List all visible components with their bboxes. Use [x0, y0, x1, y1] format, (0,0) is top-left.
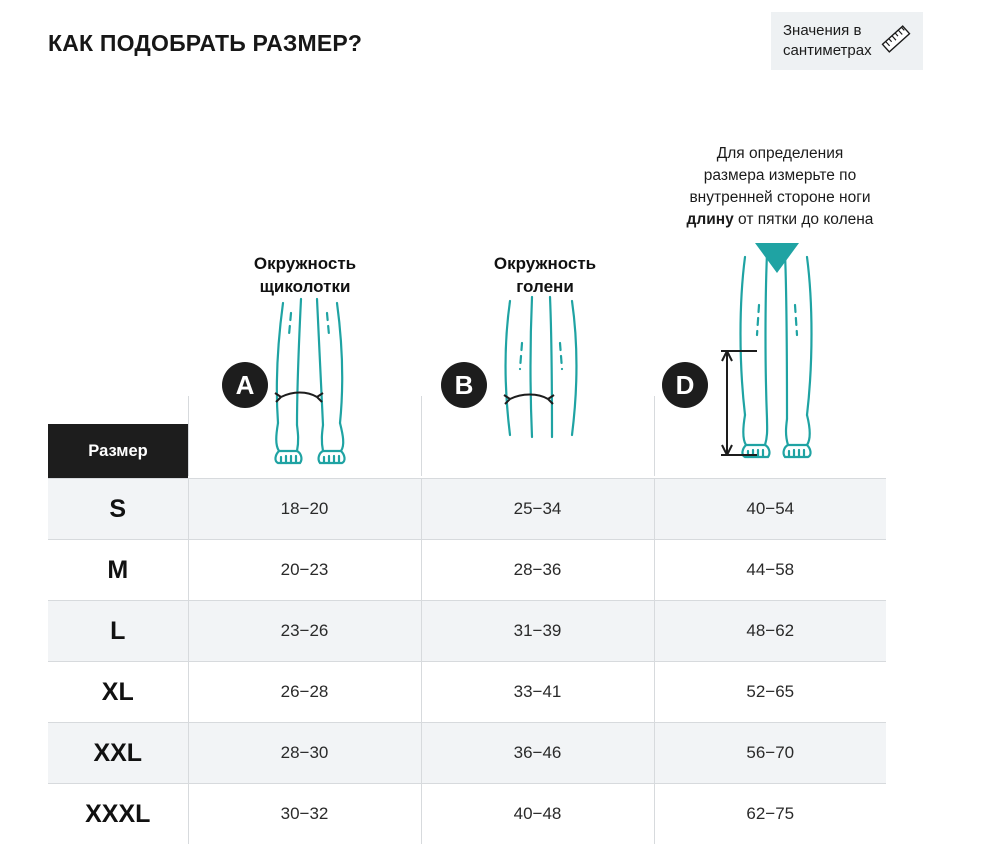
cell-ankle: 30−32 — [188, 784, 421, 844]
units-badge — [771, 12, 923, 70]
badge-d-label: D — [676, 370, 695, 401]
cell-calf: 31−39 — [421, 601, 654, 662]
cell-calf: 36−46 — [421, 723, 654, 784]
cell-calf: 33−41 — [421, 662, 654, 723]
cell-size: S — [48, 479, 188, 540]
cell-ankle: 23−26 — [188, 601, 421, 662]
d-instruction-line2: размера измерьте по — [704, 167, 856, 184]
cell-size: XL — [48, 662, 188, 723]
table-header-d — [654, 424, 886, 479]
column-a-caption-line1: Окружность — [254, 254, 356, 273]
column-b-caption — [440, 252, 650, 298]
cell-size: XXXL — [48, 784, 188, 844]
cell-ankle: 26−28 — [188, 662, 421, 723]
table-header-row — [48, 424, 886, 479]
d-instruction-line1: Для определения — [717, 145, 844, 162]
cell-length: 44−58 — [654, 540, 886, 601]
table-header-b — [421, 424, 654, 479]
badge-b-label: B — [455, 370, 474, 401]
cell-calf: 40−48 — [421, 784, 654, 844]
marker-triangle — [755, 243, 799, 273]
cell-size: XXL — [48, 723, 188, 784]
size-table — [48, 424, 886, 844]
cell-ankle: 18−20 — [188, 479, 421, 540]
table-row — [48, 723, 886, 784]
table-row — [48, 601, 886, 662]
column-b-caption-line1: Окружность — [494, 254, 596, 273]
table-row — [48, 662, 886, 723]
table-row — [48, 540, 886, 601]
units-badge-label: Значения в сантиметрах — [783, 21, 893, 61]
cell-size: L — [48, 601, 188, 662]
table-header-a — [188, 424, 421, 479]
d-column-instruction — [655, 143, 905, 231]
table-row — [48, 784, 886, 844]
cell-calf: 28−36 — [421, 540, 654, 601]
column-a-caption — [200, 252, 410, 298]
badge-b — [441, 362, 487, 408]
cell-size: M — [48, 540, 188, 601]
cell-length: 56−70 — [654, 723, 886, 784]
cell-ankle: 20−23 — [188, 540, 421, 601]
cell-calf: 25−34 — [421, 479, 654, 540]
column-b-caption-line2: голени — [516, 277, 574, 296]
ruler-icon — [879, 22, 913, 56]
page-title: КАК ПОДОБРАТЬ РАЗМЕР? — [48, 30, 362, 57]
d-instruction-line3: внутренней стороне ноги — [689, 189, 870, 206]
table-row — [48, 479, 886, 540]
cell-ankle: 28−30 — [188, 723, 421, 784]
badge-a-label: A — [236, 370, 255, 401]
column-a-caption-line2: щиколотки — [260, 277, 351, 296]
cell-length: 52−65 — [654, 662, 886, 723]
d-instruction-bold: длину — [687, 211, 734, 228]
badge-a — [222, 362, 268, 408]
cell-length: 48−62 — [654, 601, 886, 662]
badge-d — [662, 362, 708, 408]
table-header-size: Размер — [48, 424, 188, 479]
cell-length: 40−54 — [654, 479, 886, 540]
d-instruction-line4: от пятки до колена — [734, 211, 874, 228]
cell-length: 62−75 — [654, 784, 886, 844]
